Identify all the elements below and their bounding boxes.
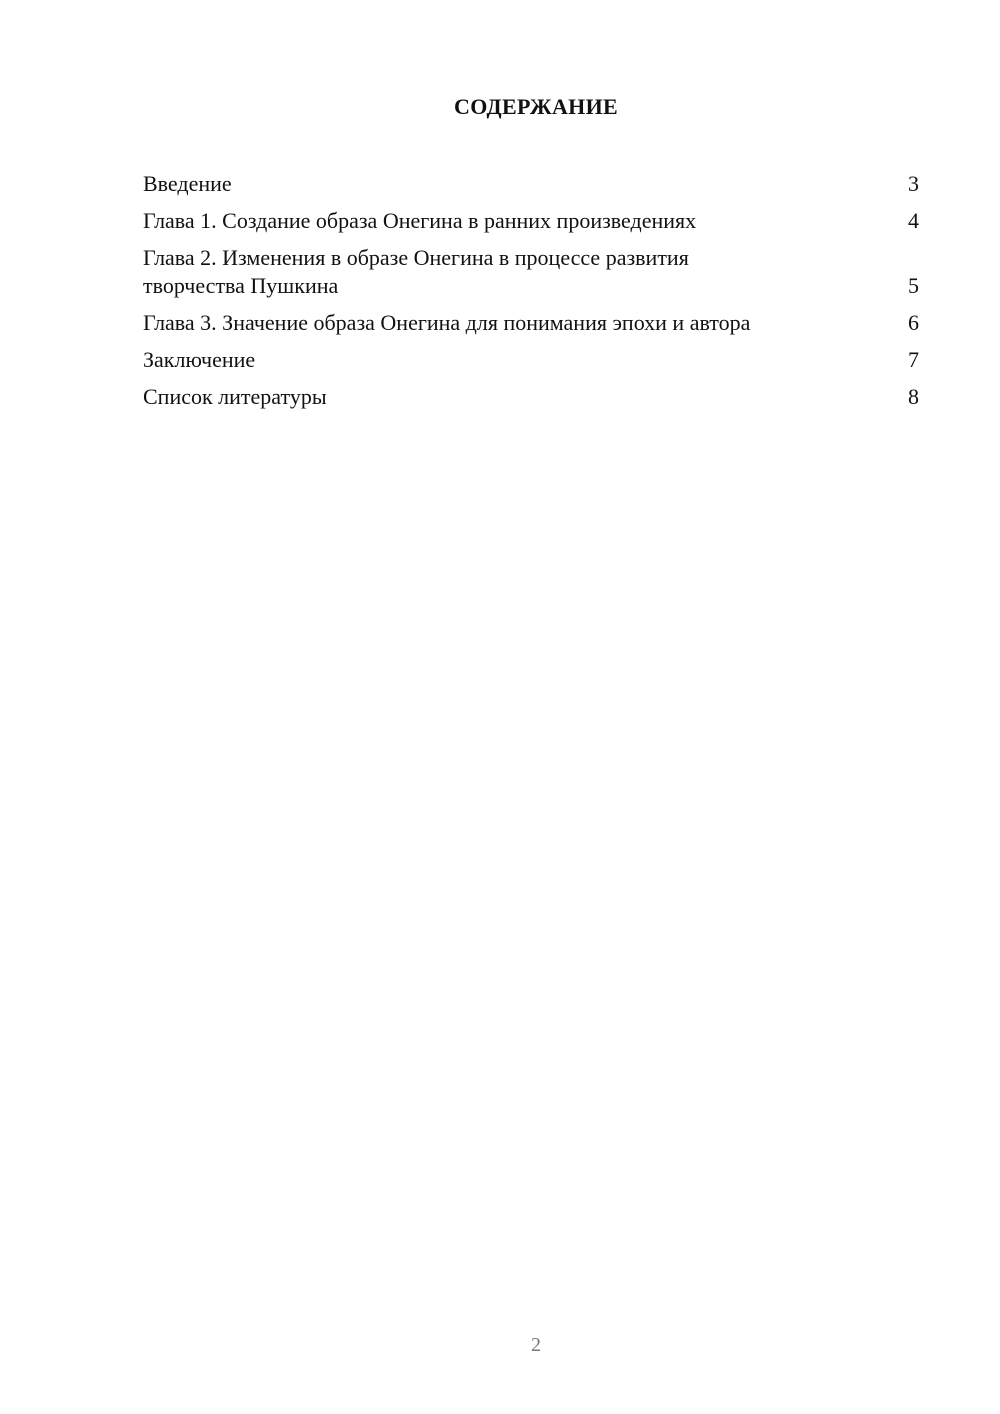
toc-entry-page: 8 — [908, 384, 919, 409]
page-title: СОДЕРЖАНИЕ — [454, 94, 618, 119]
toc-entry-label: Глава 3. Значение образа Онегина для понимания эпохи и автора — [143, 310, 751, 335]
toc-entry-label: Введение — [143, 171, 232, 196]
toc-entry-chapter-1 — [143, 207, 919, 235]
toc-entry-chapter-2 — [143, 244, 919, 300]
toc-entry-label: Глава 2. Изменения в образе Онегина в процессе развития творчества Пушкина — [143, 245, 689, 298]
page-number: 2 — [531, 1334, 541, 1356]
toc-entry-page: 6 — [908, 310, 919, 335]
toc-entry-page: 4 — [908, 208, 919, 233]
toc-entry-conclusion — [143, 346, 919, 374]
toc-entry-chapter-3 — [143, 309, 919, 337]
table-of-contents — [143, 170, 919, 420]
toc-entry-bibliography — [143, 383, 919, 411]
toc-entry-introduction — [143, 170, 919, 198]
toc-entry-page: 3 — [908, 171, 919, 196]
toc-entry-page: 5 — [908, 273, 919, 298]
toc-entry-label: Список литературы — [143, 384, 327, 409]
toc-entry-page: 7 — [908, 347, 919, 372]
toc-entry-label: Заключение — [143, 347, 256, 372]
toc-entry-label: Глава 1. Создание образа Онегина в ранних произведениях — [143, 208, 697, 233]
